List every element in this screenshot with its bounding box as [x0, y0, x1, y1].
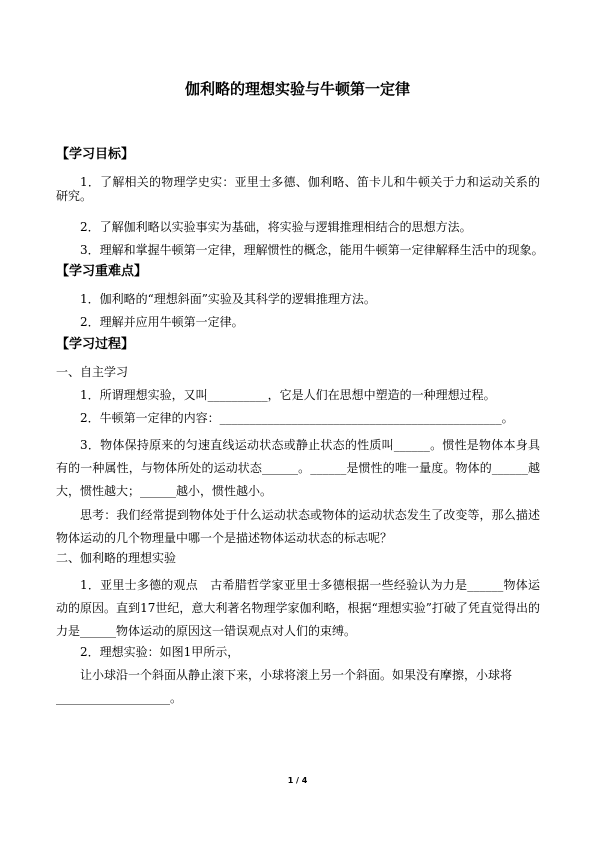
section-heading-process: 【学习过程】	[56, 337, 135, 352]
ideal-experiment-line-1: 让小球沿一个斜面从静止滚下来，小球将滚上另一个斜面。如果没有摩擦，小球将	[80, 668, 513, 682]
goal-item-2: 2．了解伽利略以实验事实为基础，将实验与逻辑推理相结合的思想方法。	[80, 220, 472, 234]
goal-item-1: 1．了解相关的物理学史实：亚里士多德、伽利略、笛卡儿和牛顿关于力和运动关系的研究。	[56, 175, 540, 203]
key-point-item-1: 1．伽利略的“理想斜面”实验及其科学的逻辑推理方法。	[80, 292, 376, 306]
question-2: 2．牛顿第一定律的内容：_______________________________________________。	[80, 411, 514, 425]
think-paragraph: 思考：我们经常提到物体处于什么运动状态或物体的运动状态发生了改变等，那么描述物体运动的几个物理量中哪一个是描述物体运动状态的标志呢？	[56, 508, 540, 545]
part1-title: 一、自主学习	[56, 365, 129, 379]
part2-title: 二、伽利略的理想实验	[56, 551, 177, 565]
section-heading-key-points: 【学习重难点】	[56, 264, 148, 279]
question-3: 3．物体保持原来的匀速直线运动状态或静止状态的性质叫______。惯性是物体本身具有的一种属性，与物体所处的运动状态______。______是惯性的唯一量度。物体的______越大，惯性越大；______越小，惯性越小。	[56, 438, 540, 498]
ideal-experiment-line-2: ___________________。	[56, 691, 183, 705]
ideal-experiment-intro: 2．理想实验：如图1甲所示，	[80, 645, 240, 659]
key-point-item-2: 2．理解并应用牛顿第一定律。	[80, 315, 244, 329]
aristotle-paragraph: 1．亚里士多德的观点 古希腊哲学家亚里士多德根据一些经验认为力是______物体运动的原因。直到17世纪，意大利著名物理学家伽利略，根据“理想实验”打破了凭直觉得出的力是______物体运动的原因这一错误观点对人们的束缚。	[56, 578, 540, 638]
section-heading-goals: 【学习目标】	[56, 147, 135, 162]
page-number: 1 / 4	[287, 776, 308, 785]
page-title: 伽利略的理想实验与牛顿第一定律	[184, 80, 410, 98]
question-1: 1．所谓理想实验，又叫__________，它是人们在思想中塑造的一种理想过程。	[80, 388, 496, 402]
goal-item-3: 3．理解和掌握牛顿第一定律，理解惯性的概念，能用牛顿第一定律解释生活中的现象。	[80, 243, 544, 257]
